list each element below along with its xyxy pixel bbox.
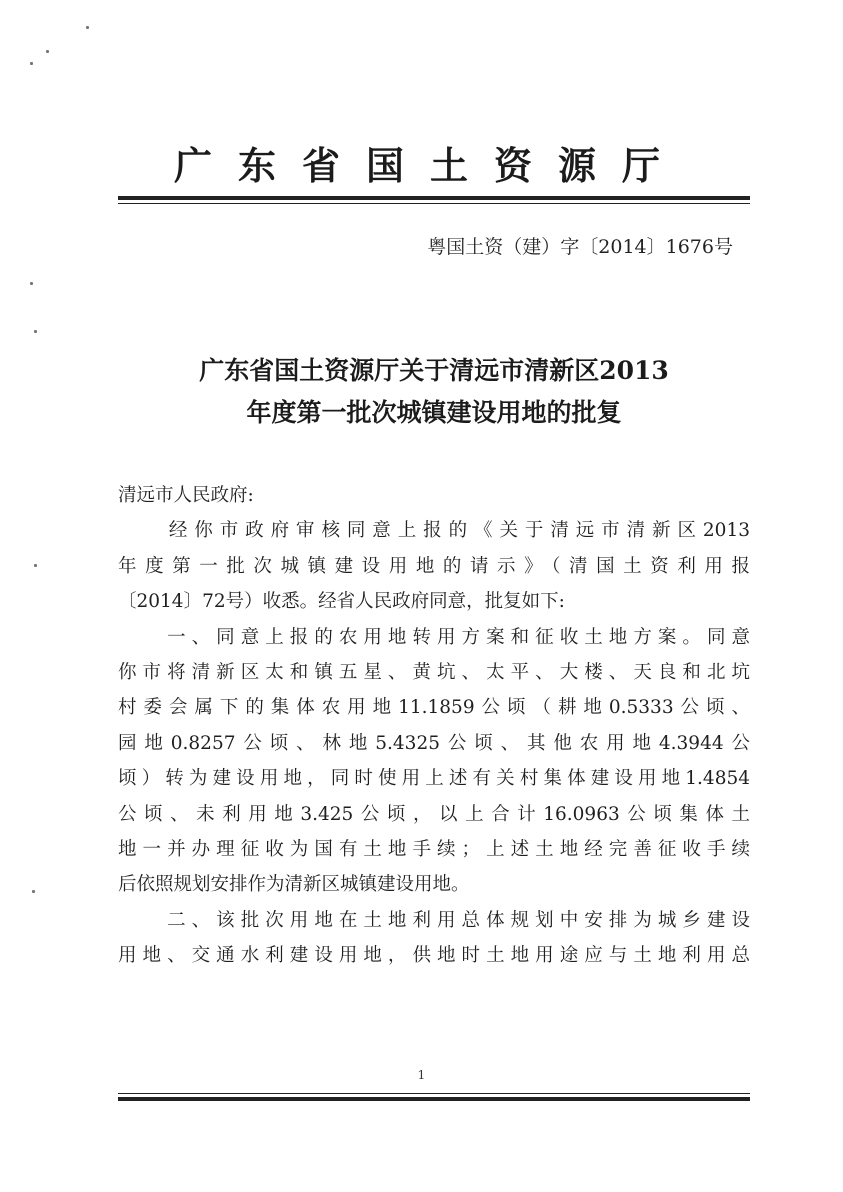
body-line: 园地0.8257公顷、林地5.4325公顷、其他农用地4.3944公	[118, 732, 750, 754]
salutation: 清远市人民政府:	[118, 485, 254, 506]
title-line: 年度第一批次城镇建设用地的批复	[246, 398, 622, 427]
body-line: 〔2014〕72号）收悉。经省人民政府同意，批复如下:	[118, 591, 565, 613]
footer-rule-thin	[118, 1093, 750, 1094]
document-title	[118, 350, 750, 434]
header-rule-thick	[118, 196, 750, 200]
title-line: 广东省国土资源厅关于清远市清新区2013	[199, 356, 669, 385]
body-line: 顷）转为建设用地，同时使用上述有关村集体建设用地1.4854	[118, 768, 750, 790]
body-line: 二、该批次用地在土地利用总体规划中安排为城乡建设	[118, 909, 750, 931]
footer-rule-thick	[118, 1097, 750, 1101]
body-line: 你市将清新区太和镇五星、黄坑、太平、大楼、天良和北坑	[118, 661, 750, 683]
body-line: 年度第一批次城镇建设用地的请示》（清国土资利用报	[118, 555, 750, 577]
document-number: 粤国土资（建）字〔2014〕1676号	[427, 236, 733, 258]
header-rule-thin	[118, 203, 750, 204]
body-line: 地一并办理征收为国有土地手续；上述土地经完善征收手续	[118, 838, 750, 860]
body-line: 村委会属下的集体农用地11.1859公顷（耕地0.5333公顷、	[118, 697, 750, 719]
body-line: 公顷、未利用地3.425公顷，以上合计16.0963公顷集体土	[118, 803, 750, 825]
page-number: 1	[417, 1068, 426, 1082]
document-body	[118, 478, 750, 973]
body-line: 后依照规划安排作为清新区城镇建设用地。	[118, 874, 470, 896]
body-line: 经你市政府审核同意上报的《关于清远市清新区2013	[118, 520, 750, 542]
organization-header: 广东省国土资源厅	[173, 144, 686, 188]
body-line: 一、同意上报的农用地转用方案和征收土地方案。同意	[118, 626, 750, 648]
body-line: 用地、交通水利建设用地，供地时土地用途应与土地利用总	[118, 945, 750, 967]
